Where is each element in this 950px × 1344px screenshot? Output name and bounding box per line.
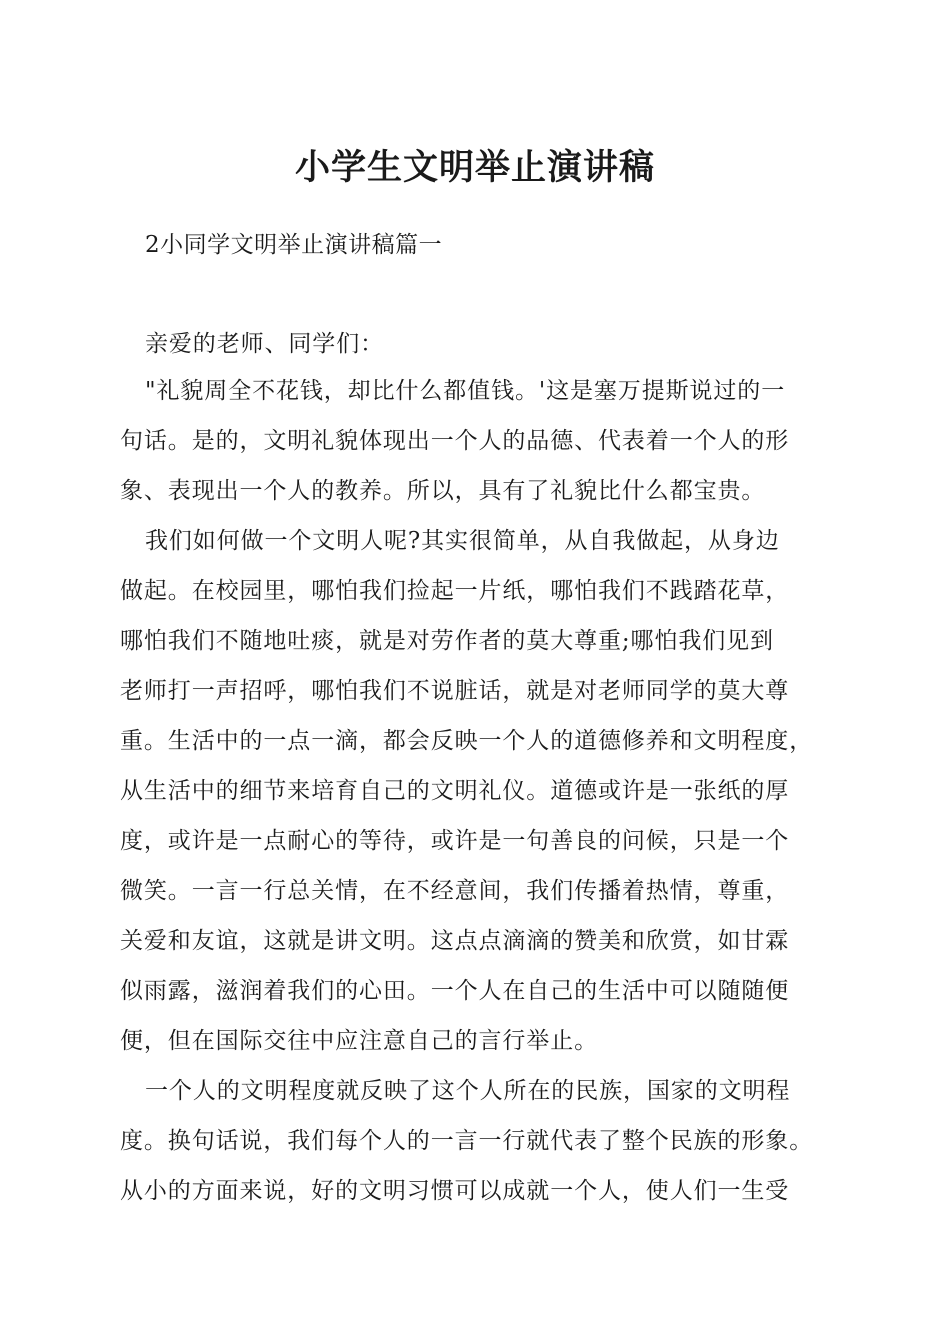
text-line: 重。生活中的一点一滴，都会反映一个人的道德修养和文明程度， (120, 728, 814, 754)
text-line: 老师打一声招呼，哪怕我们不说脏话，就是对老师同学的莫大尊 (120, 678, 790, 704)
text-line: 做起。在校园里，哪怕我们捡起一片纸，哪怕我们不践踏花草， (120, 578, 790, 604)
text-line: 象、表现出一个人的教养。所以，具有了礼貌比什么都宝贵。 (120, 478, 766, 504)
text-line: 亲爱的老师、同学们： (145, 331, 384, 357)
document-title: 小学生文明举止演讲稿 (294, 147, 655, 188)
document-subtitle: 2小同学文明举止演讲稿篇一 (145, 232, 443, 258)
text-line: 句话。是的，文明礼貌体现出一个人的品德、代表着一个人的形 (120, 428, 790, 454)
text-line: 便，但在国际交往中应注意自己的言行举止。 (120, 1028, 598, 1054)
text-line: "礼貌周全不花钱，却比什么都值钱。'这是塞万提斯说过的一 (145, 378, 786, 404)
text-line: 似雨露，滋润着我们的心田。一个人在自己的生活中可以随随便 (120, 978, 790, 1004)
text-line: 哪怕我们不随地吐痰，就是对劳作者的莫大尊重;哪怕我们见到 (120, 628, 774, 654)
text-line: 关爱和友谊，这就是讲文明。这点点滴滴的赞美和欣赏，如甘霖 (120, 928, 790, 954)
text-line: 微笑。一言一行总关情，在不经意间，我们传播着热情，尊重， (120, 878, 790, 904)
text-line: 从小的方面来说，好的文明习惯可以成就一个人，使人们一生受 (120, 1178, 790, 1204)
text-line: 一个人的文明程度就反映了这个人所在的民族，国家的文明程 (145, 1078, 791, 1104)
text-line: 我们如何做一个文明人呢?其实很简单，从自我做起，从身边 (145, 528, 780, 554)
text-line: 度。换句话说，我们每个人的一言一行就代表了整个民族的形象。 (120, 1128, 814, 1154)
text-line: 从生活中的细节来培育自己的文明礼仪。道德或许是一张纸的厚 (120, 778, 790, 804)
text-line: 度，或许是一点耐心的等待，或许是一句善良的问候，只是一个 (120, 828, 790, 854)
